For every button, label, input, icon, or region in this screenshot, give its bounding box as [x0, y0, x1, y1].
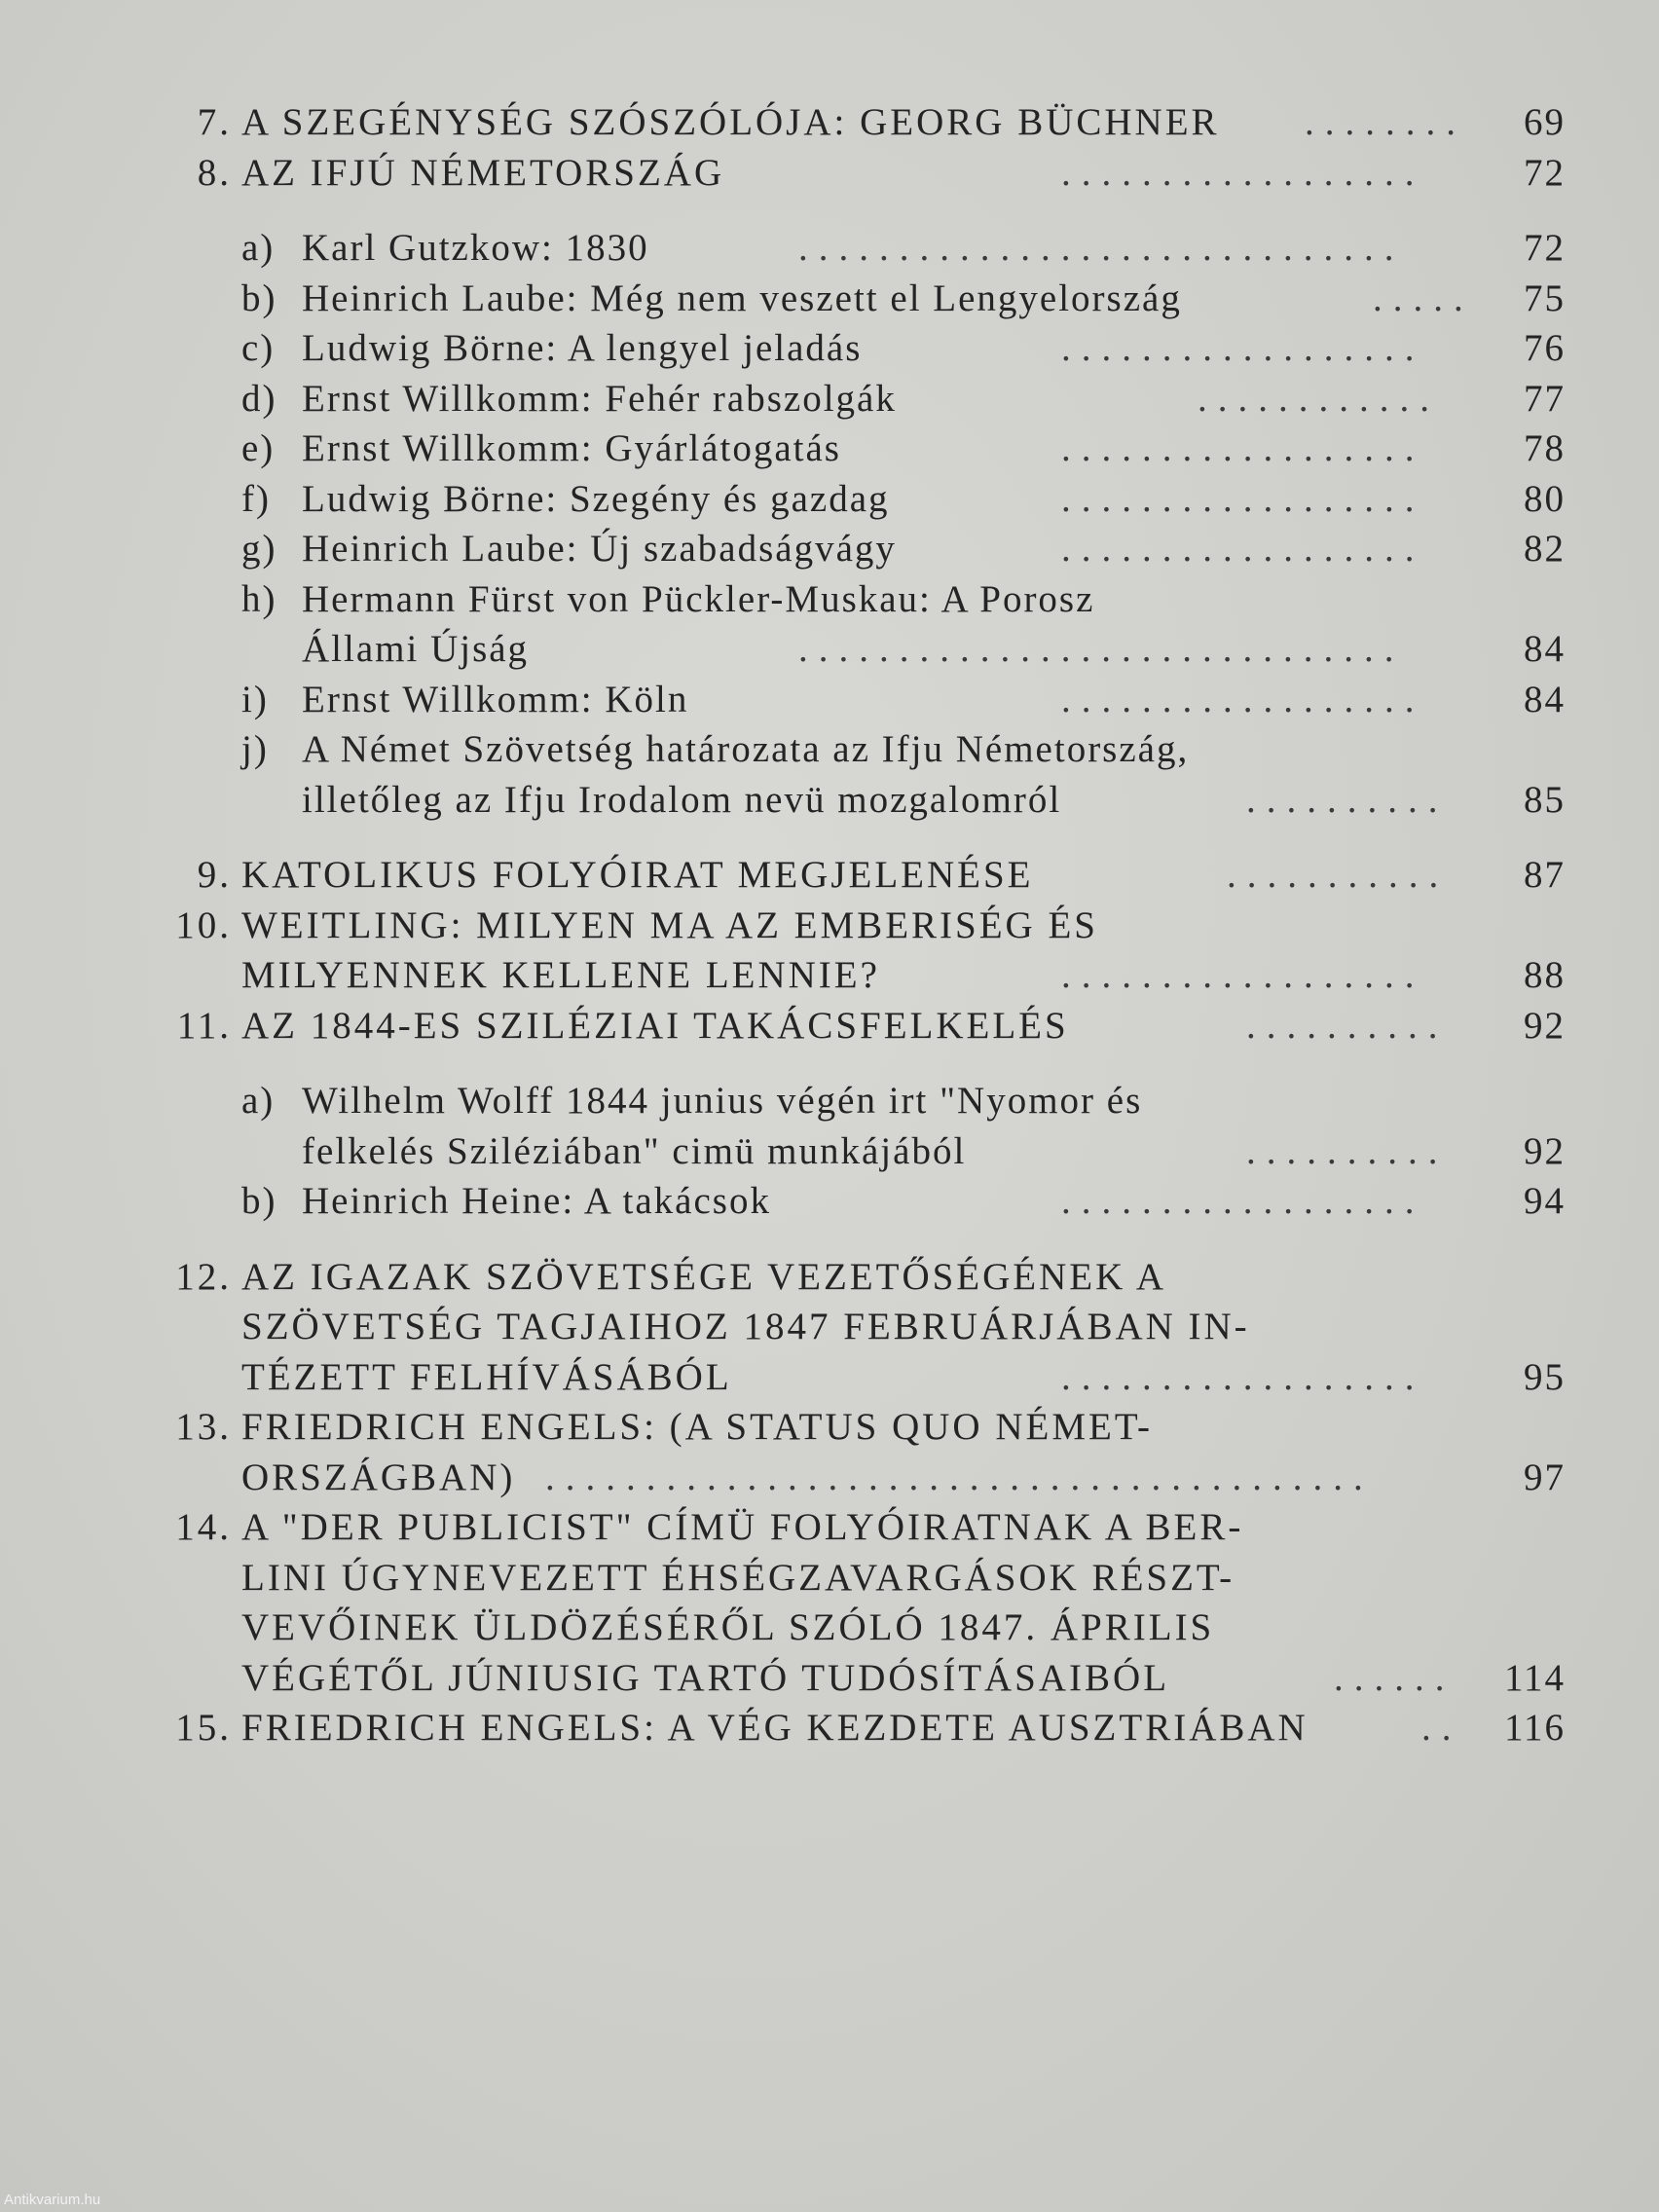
entry-title: TÉZETT FELHÍVÁSÁBÓL — [241, 1355, 732, 1398]
dot-leader: .................. — [1061, 427, 1425, 469]
dot-leader: ..... — [1373, 276, 1474, 319]
dot-leader: ........... — [1227, 854, 1450, 896]
entry-number: 7. — [197, 101, 232, 143]
entry-title: Ernst Willkomm: Köln — [302, 678, 689, 720]
dot-leader: .................. — [1061, 678, 1425, 720]
toc-entry — [156, 775, 1577, 826]
sub-entry-letter: j) — [241, 728, 269, 770]
sub-entry-letter: b) — [241, 1180, 277, 1222]
toc-entry — [156, 323, 1577, 374]
section-gap — [156, 825, 1577, 850]
dot-leader: .............................. — [798, 628, 1405, 670]
dot-leader: ............ — [1198, 377, 1440, 420]
entry-title: MILYENNEK KELLENE LENNIE? — [241, 954, 880, 996]
toc-entry — [156, 901, 1577, 951]
sub-entry-letter: f) — [241, 477, 271, 520]
section-gap — [156, 1051, 1577, 1076]
toc-entry — [156, 950, 1577, 1001]
entry-title: FRIEDRICH ENGELS: A VÉG KEZDETE AUSZTRIÁBAN — [241, 1707, 1309, 1749]
toc-entry — [156, 1126, 1577, 1177]
page-number: 80 — [1524, 477, 1566, 520]
sub-entry-letter: g) — [241, 528, 277, 570]
sub-entry-letter: c) — [241, 327, 276, 369]
entry-title: WEITLING: MILYEN MA AZ EMBERISÉG ÉS — [241, 903, 1098, 946]
entry-title: AZ 1844-ES SZILÉZIAI TAKÁCSFELKELÉS — [241, 1004, 1069, 1047]
toc-entry — [156, 574, 1577, 625]
section-gap — [156, 198, 1577, 223]
page-number: 88 — [1524, 954, 1566, 996]
toc-entry — [156, 1076, 1577, 1126]
toc-entry — [156, 474, 1577, 525]
entry-number: 8. — [197, 151, 232, 194]
entry-title: ORSZÁGBAN) — [241, 1456, 516, 1498]
entry-title: felkelés Sziléziában" cimü munkájából — [302, 1129, 967, 1172]
entry-number: 15. — [175, 1707, 232, 1749]
page-number: 97 — [1524, 1456, 1566, 1498]
page-number: 84 — [1524, 628, 1566, 670]
page-number: 76 — [1524, 327, 1566, 369]
page-number: 69 — [1524, 101, 1566, 143]
toc-entry — [156, 1502, 1577, 1553]
dot-leader: .......... — [1246, 1004, 1449, 1047]
entry-title: Állami Újság — [302, 628, 530, 670]
entry-title: Heinrich Laube: Új szabadságvágy — [302, 528, 897, 570]
dot-leader: .................. — [1061, 1355, 1425, 1398]
toc-entry — [156, 97, 1577, 148]
toc-entry — [156, 1603, 1577, 1653]
dot-leader: .......... — [1246, 778, 1449, 821]
sub-entry-letter: i) — [241, 678, 269, 720]
entry-title: A "DER PUBLICIST" CÍMÜ FOLYÓIRATNAK A BER- — [241, 1506, 1244, 1548]
toc-entry — [156, 274, 1577, 324]
dot-leader: .................. — [1061, 327, 1425, 369]
entry-title: VEVŐINEK ÜLDÖZÉSÉRŐL SZÓLÓ 1847. ÁPRILIS — [241, 1606, 1215, 1648]
page-number: 72 — [1524, 151, 1566, 194]
dot-leader: ........ — [1305, 101, 1466, 143]
toc-entry — [156, 148, 1577, 199]
entry-title: Ernst Willkomm: Gyárlátogatás — [302, 427, 841, 469]
dot-leader: .................. — [1061, 1180, 1425, 1222]
page-number: 78 — [1524, 427, 1566, 469]
toc-entry — [156, 374, 1577, 424]
page-number: 77 — [1524, 377, 1566, 420]
entry-title: SZÖVETSÉG TAGJAIHOZ 1847 FEBRUÁRJÁBAN IN- — [241, 1306, 1250, 1347]
entry-number: 14. — [175, 1506, 232, 1548]
toc-entry — [156, 1176, 1577, 1227]
page-number: 75 — [1524, 276, 1566, 319]
page-number: 92 — [1524, 1004, 1566, 1047]
toc-entry — [156, 1302, 1577, 1352]
sub-entry-letter: a) — [241, 1080, 276, 1122]
entry-title: AZ IFJÚ NÉMETORSZÁG — [241, 151, 725, 194]
toc-entry — [156, 1001, 1577, 1051]
entry-title: Ludwig Börne: A lengyel jeladás — [302, 327, 863, 369]
dot-leader: ......................................... — [545, 1456, 1374, 1498]
toc-entry — [156, 524, 1577, 574]
toc-entry — [156, 850, 1577, 901]
dot-leader: .................. — [1061, 477, 1425, 520]
sub-entry-letter: d) — [241, 377, 277, 420]
dot-leader: .................. — [1061, 151, 1425, 194]
page-number: 95 — [1524, 1355, 1566, 1398]
entry-title: A Német Szövetség határozata az Ifju Németország, — [302, 728, 1190, 770]
toc-entry — [156, 624, 1577, 675]
sub-entry-letter: a) — [241, 227, 276, 269]
entry-title: illetőleg az Ifju Irodalom nevü mozgalomról — [302, 778, 1062, 821]
table-of-contents — [156, 97, 1577, 1753]
toc-entry — [156, 675, 1577, 725]
entry-number: 9. — [197, 854, 232, 896]
dot-leader: ...... — [1334, 1656, 1456, 1699]
page-number: 82 — [1524, 528, 1566, 570]
dot-leader: .................. — [1061, 954, 1425, 996]
entry-title: VÉGÉTŐL JÚNIUSIG TARTÓ TUDÓSÍTÁSAIBÓL — [241, 1656, 1170, 1699]
entry-number: 11. — [176, 1004, 232, 1047]
entry-title: LINI ÚGYNEVEZETT ÉHSÉGZAVARGÁSOK RÉSZT- — [241, 1556, 1235, 1599]
entry-title: Heinrich Laube: Még nem veszett el Lengyelország — [302, 276, 1182, 319]
entry-number: 13. — [175, 1406, 232, 1448]
sub-entry-letter: e) — [241, 427, 276, 469]
entry-title: Heinrich Heine: A takácsok — [302, 1180, 771, 1222]
toc-entry — [156, 1352, 1577, 1403]
toc-entry — [156, 223, 1577, 274]
page-number: 84 — [1524, 678, 1566, 720]
entry-title: Ernst Willkomm: Fehér rabszolgák — [302, 377, 897, 420]
toc-entry — [156, 1703, 1577, 1753]
page-number: 72 — [1524, 227, 1566, 269]
page-number: 85 — [1524, 778, 1566, 821]
sub-entry-letter: b) — [241, 276, 277, 319]
entry-title: Karl Gutzkow: 1830 — [302, 227, 649, 269]
toc-entry — [156, 424, 1577, 474]
watermark: Antikvarium.hu — [4, 2192, 101, 2208]
toc-entry — [156, 1402, 1577, 1453]
page-number: 94 — [1524, 1180, 1566, 1222]
toc-entry — [156, 1252, 1577, 1303]
page-number: 87 — [1524, 854, 1566, 896]
dot-leader: .......... — [1246, 1129, 1449, 1172]
page-number: 114 — [1503, 1656, 1566, 1699]
page-number: 92 — [1524, 1129, 1566, 1172]
section-gap — [156, 1227, 1577, 1252]
entry-number: 12. — [175, 1255, 232, 1298]
entry-title: Wilhelm Wolff 1844 junius végén irt "Nyomor és — [302, 1080, 1143, 1122]
entry-title: Ludwig Börne: Szegény és gazdag — [302, 477, 890, 520]
entry-title: Hermann Fürst von Pückler-Muskau: A Porosz — [302, 577, 1095, 620]
dot-leader: .............................. — [798, 227, 1405, 269]
sub-entry-letter: h) — [241, 577, 277, 620]
toc-entry — [156, 1453, 1577, 1503]
entry-title: AZ IGAZAK SZÖVETSÉGE VEZETŐSÉGÉNEK A — [241, 1255, 1167, 1298]
entry-title: A SZEGÉNYSÉG SZÓSZÓLÓJA: GEORG BÜCHNER — [241, 101, 1220, 143]
entry-title: KATOLIKUS FOLYÓIRAT MEGJELENÉSE — [241, 854, 1034, 896]
toc-entry — [156, 1653, 1577, 1704]
toc-entry — [156, 724, 1577, 775]
dot-leader: .................. — [1061, 528, 1425, 570]
entry-title: FRIEDRICH ENGELS: (A STATUS QUO NÉMET- — [241, 1406, 1154, 1448]
toc-entry — [156, 1553, 1577, 1604]
dot-leader: .. — [1421, 1707, 1462, 1749]
page-number: 116 — [1503, 1707, 1566, 1749]
entry-number: 10. — [175, 903, 232, 946]
